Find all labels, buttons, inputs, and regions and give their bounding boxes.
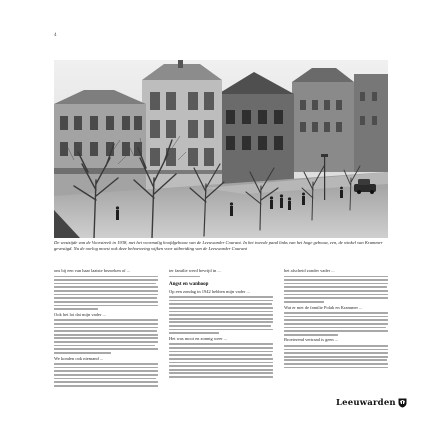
paragraph-lead: Wat er met de familie Polak en Krammer ...: [284, 304, 363, 310]
paragraph: [169, 289, 273, 334]
section-heading: Angst en wanhoop: [169, 282, 209, 288]
article-body: [54, 268, 388, 396]
paragraph-lines: [54, 276, 158, 310]
logo-wordmark: Leeuwarden: [336, 398, 396, 408]
paragraph-lead: Broeierend vertraad is geen ...: [284, 337, 339, 343]
paragraph-lead: Ook het lot dat mijn vader ...: [54, 311, 106, 317]
paragraph-lead: Op een zondag in 1942 hebben mijn vader ...: [169, 288, 250, 294]
paragraph-lead: ons bij een van haar laatste bezoeken of ...: [54, 268, 131, 273]
paragraph: [284, 268, 388, 303]
historic-street-photo: [54, 60, 388, 238]
page-number: 4: [54, 33, 57, 38]
paragraph-lines: [284, 276, 388, 303]
paragraph: [54, 356, 158, 387]
paragraph-lines: [169, 276, 273, 278]
city-crest-icon: [398, 398, 407, 408]
leeuwarden-logo: [336, 398, 407, 408]
paragraph-lines: [54, 319, 158, 353]
paragraph-lines: [169, 343, 273, 377]
paragraph-lines: [54, 363, 158, 386]
paragraph: [284, 337, 388, 368]
text-column-2: [169, 268, 273, 396]
text-column-3: [284, 268, 388, 396]
photo-caption: De westzijde van de Voorstreek in 1938, met het voormalig hoofdgebouw van de Leeuwarder Courant. In het tweede pand links van het hoge gebouw, een, de winkel van Krammer gevestigd. Na de oorlog moest ook deze behoeweing wijken voor uitbreiding van de Leeuwarder Courant: [54, 240, 383, 252]
paragraph: [284, 305, 388, 336]
paragraph: [169, 336, 273, 378]
paragraph-lines: [284, 312, 388, 335]
paragraph-lead: Het was mooi en zonnig weer ...: [169, 335, 228, 341]
paragraph-lines: [169, 296, 273, 334]
text-column-1: [54, 268, 158, 396]
paragraph-lead: ter familie werd bevrijd in ...: [169, 268, 221, 273]
paragraph-lines: [284, 345, 388, 368]
paragraph-lead: het afscheid zonder vader ...: [284, 268, 335, 273]
paragraph: [54, 268, 158, 310]
paragraph: [54, 312, 158, 354]
paragraph-lead: We konden ook niemand ...: [54, 355, 104, 361]
paragraph: [169, 268, 273, 277]
